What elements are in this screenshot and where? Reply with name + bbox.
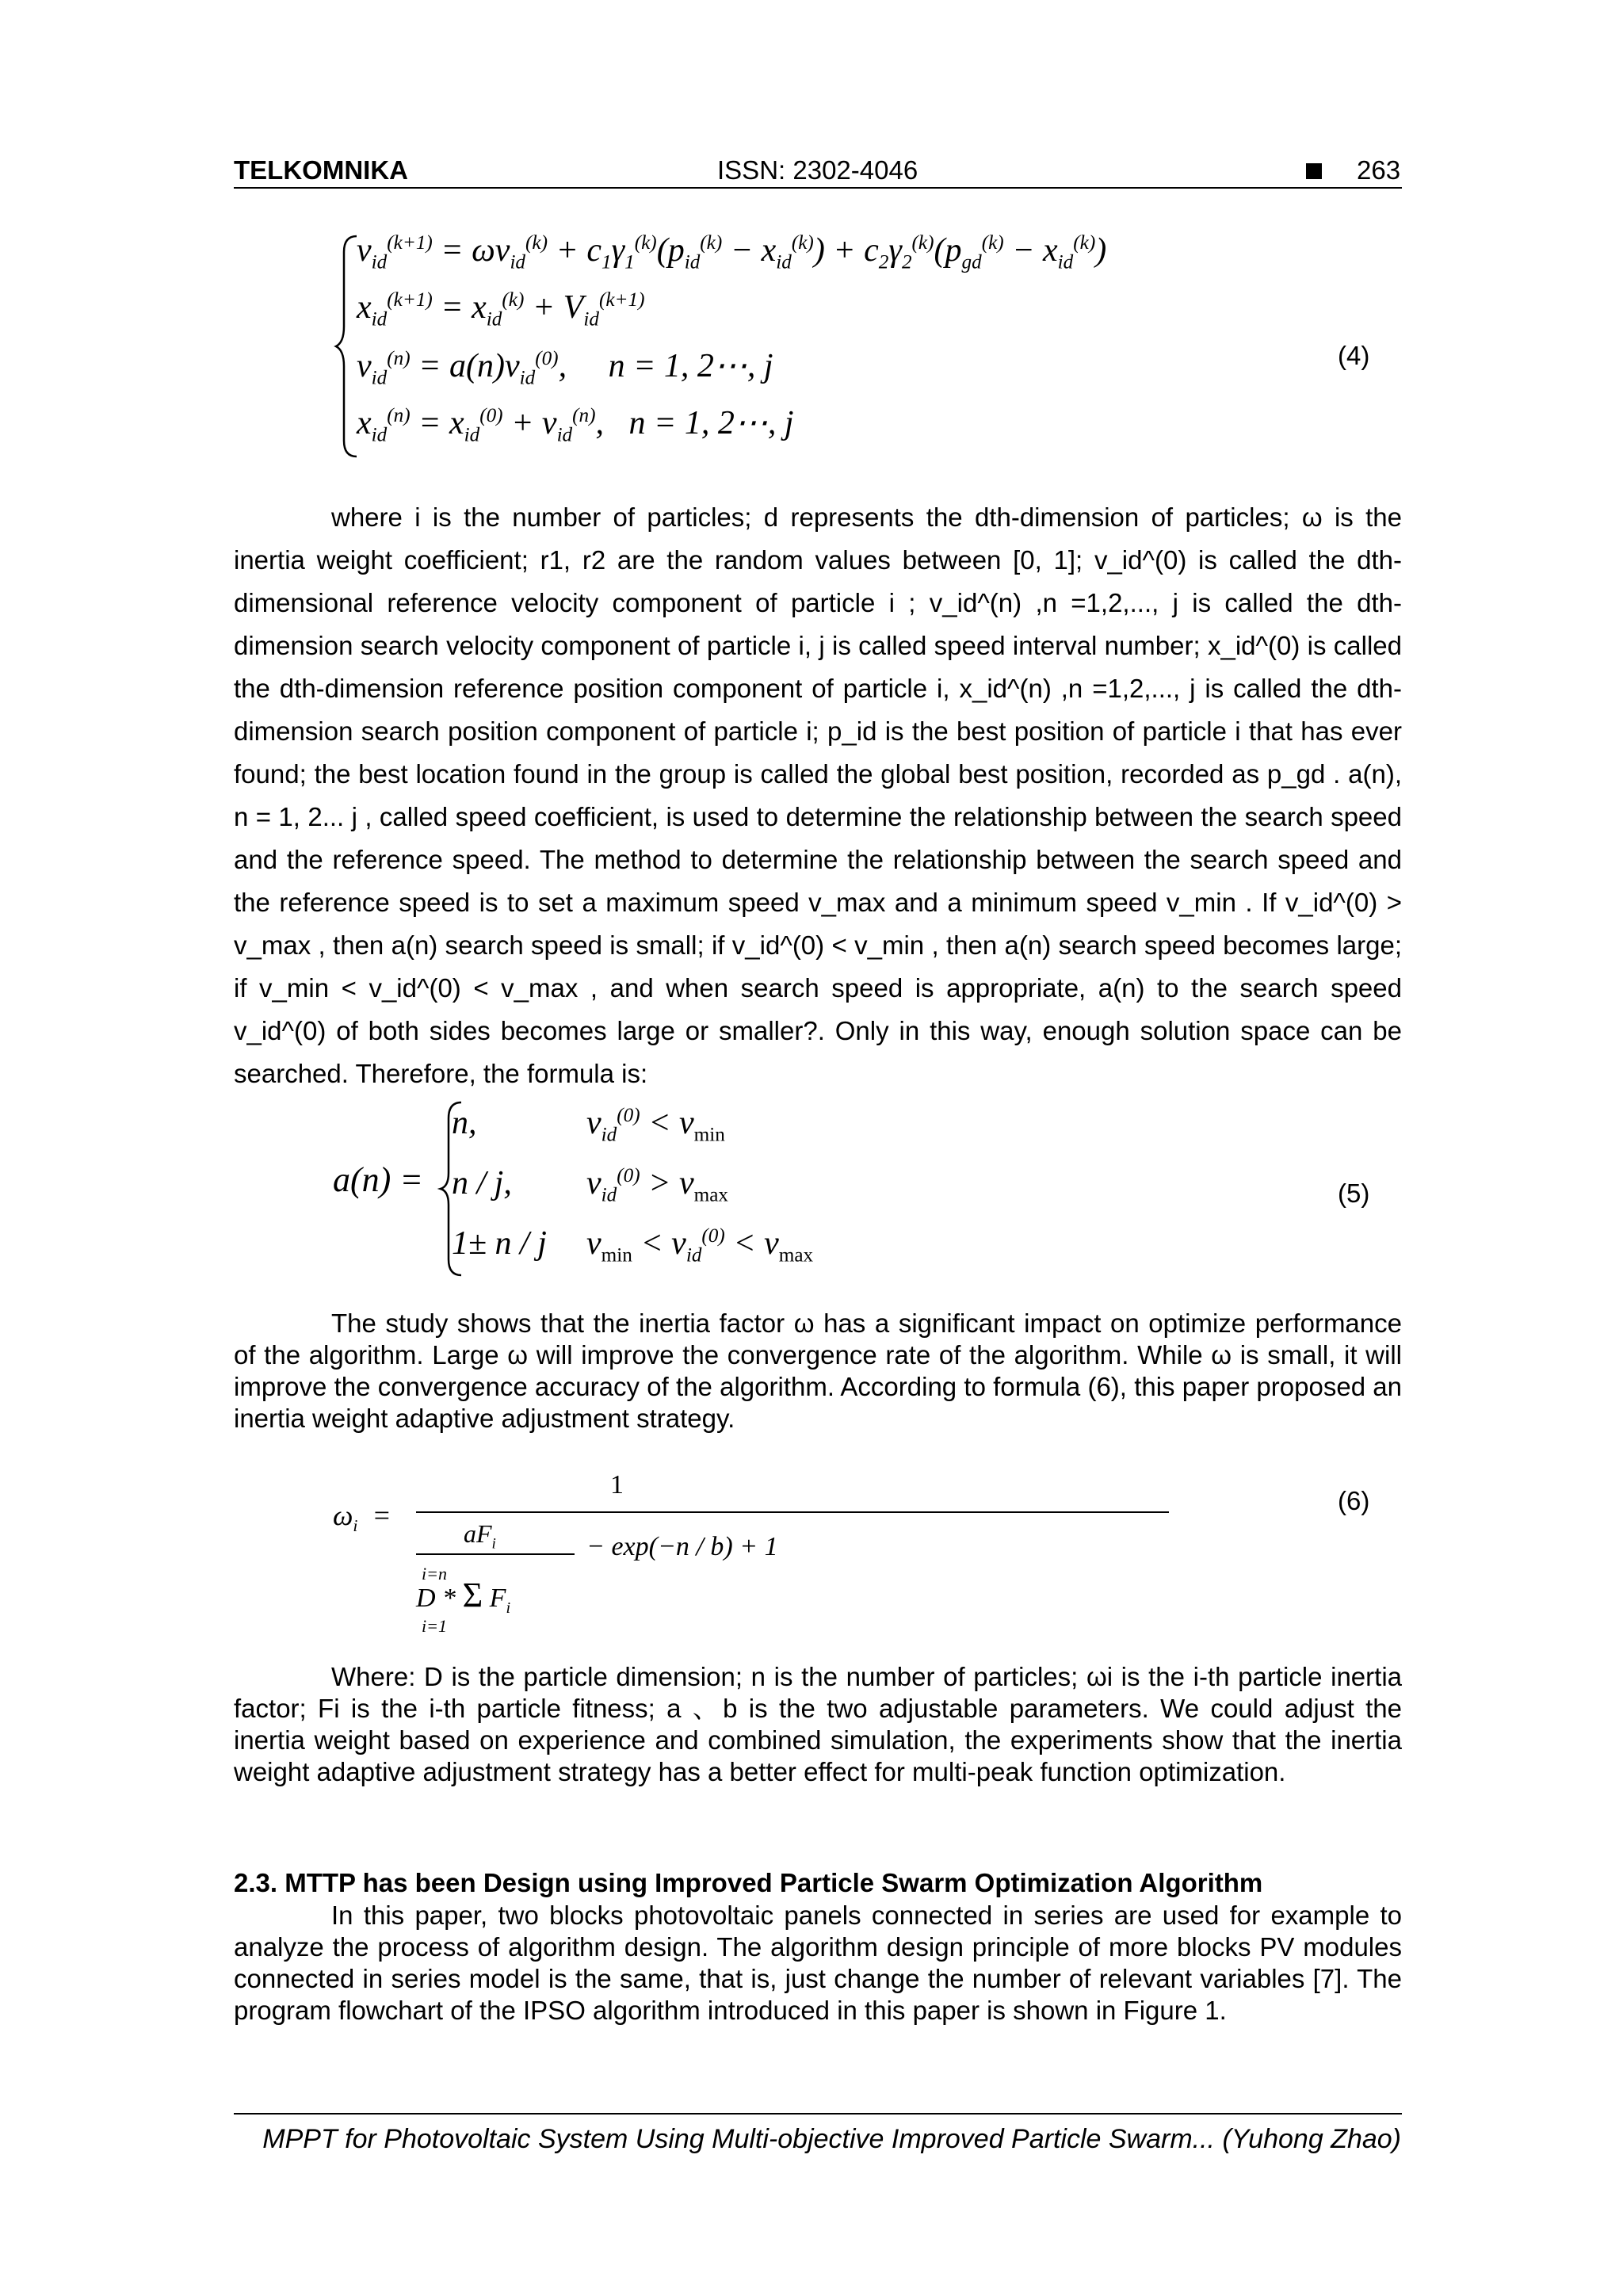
equation-6-number: (6) [1338, 1486, 1370, 1515]
paragraph-1 [234, 496, 1402, 1095]
paragraph-4 [234, 1900, 1402, 2027]
paragraph-3-text: Where: D is the particle dimension; n is the number of particles; ωi is the i-th particle inertia factor; Fi is the i-th particle fitness; a 、b is the two adjustable parameters. We could adjust the inertia weight based on experience and combined simulation, the experiments show that the inertia weight adaptive adjustment strategy has a better effect for multi-peak function optimization. [234, 1662, 1402, 1786]
header-square-icon [1306, 163, 1322, 179]
paragraph-2-text: The study shows that the inertia factor ω has a significant impact on optimize performance of the algorithm. Large ω will improve the convergence rate of the algorithm. While ω is small, it will improve the convergence accuracy of the algorithm. According to formula (6), this paper proposed an inertia weight adaptive adjustment strategy. [234, 1308, 1402, 1433]
paragraph-1-text: where i is the number of particles; d represents the dth-dimension of particles; ω is the inertia weight coefficient; r1, r2 are the random values between [0, 1]; v_id^(0) is called the dth-dimensional reference velocity component of particle i ; v_id^(n) ,n =1,2,..., j is called the dth-dimension search velocity component of particle i, j is called speed interval number; x_id^(0) is called the dth-dimension reference position component of particle i, x_id^(n) ,n =1,2,..., j is called the dth-dimension search position component of particle i; p_id is the best position of particle i that has ever found; the best location found in the group is called the global best position, recorded as p_gd . a(n), n = 1, 2... j , called speed coefficient, is used to determine the relationship between the search speed and the reference speed. The method to determine the relationship between the search speed and the reference speed is to set a maximum speed v_max and a minimum speed v_min . If v_id^(0) > v_max , then a(n) search speed is small; if v_id^(0) < v_min , then a(n) search speed becomes large; if v_min < v_id^(0) < v_max , and when search speed is appropriate, a(n) to the search speed v_id^(0) of both sides becomes large or smaller?. Only in this way, enough solution space can be searched. Therefore, the formula is: [234, 502, 1402, 1088]
paragraph-4-text: In this paper, two blocks photovoltaic panels connected in series are used for example to analyze the process of algorithm design. The algorithm design principle of more blocks PV modules connected in series model is the same, that is, just change the number of relevant variables [7]. The program flowchart of the IPSO algorithm introduced in this paper is shown in Figure 1. [234, 1901, 1402, 2025]
paragraph-3 [234, 1661, 1402, 1788]
footer-rule [234, 2113, 1402, 2115]
page-number: 263 [1357, 155, 1401, 185]
section-heading: 2.3. MTTP has been Design using Improved Particle Swarm Optimization Algorithm [234, 1868, 1263, 1897]
header-rule [234, 187, 1402, 189]
equation-5-number: (5) [1338, 1179, 1370, 1208]
paragraph-2 [234, 1308, 1402, 1435]
equation-4-number: (4) [1338, 341, 1370, 370]
issn: ISSN: 2302-4046 [717, 155, 918, 185]
running-footer: MPPT for Photovoltaic System Using Multi-objective Improved Particle Swarm... (Yuhong Zhao) [262, 2124, 1401, 2154]
journal-name: TELKOMNIKA [234, 155, 408, 185]
